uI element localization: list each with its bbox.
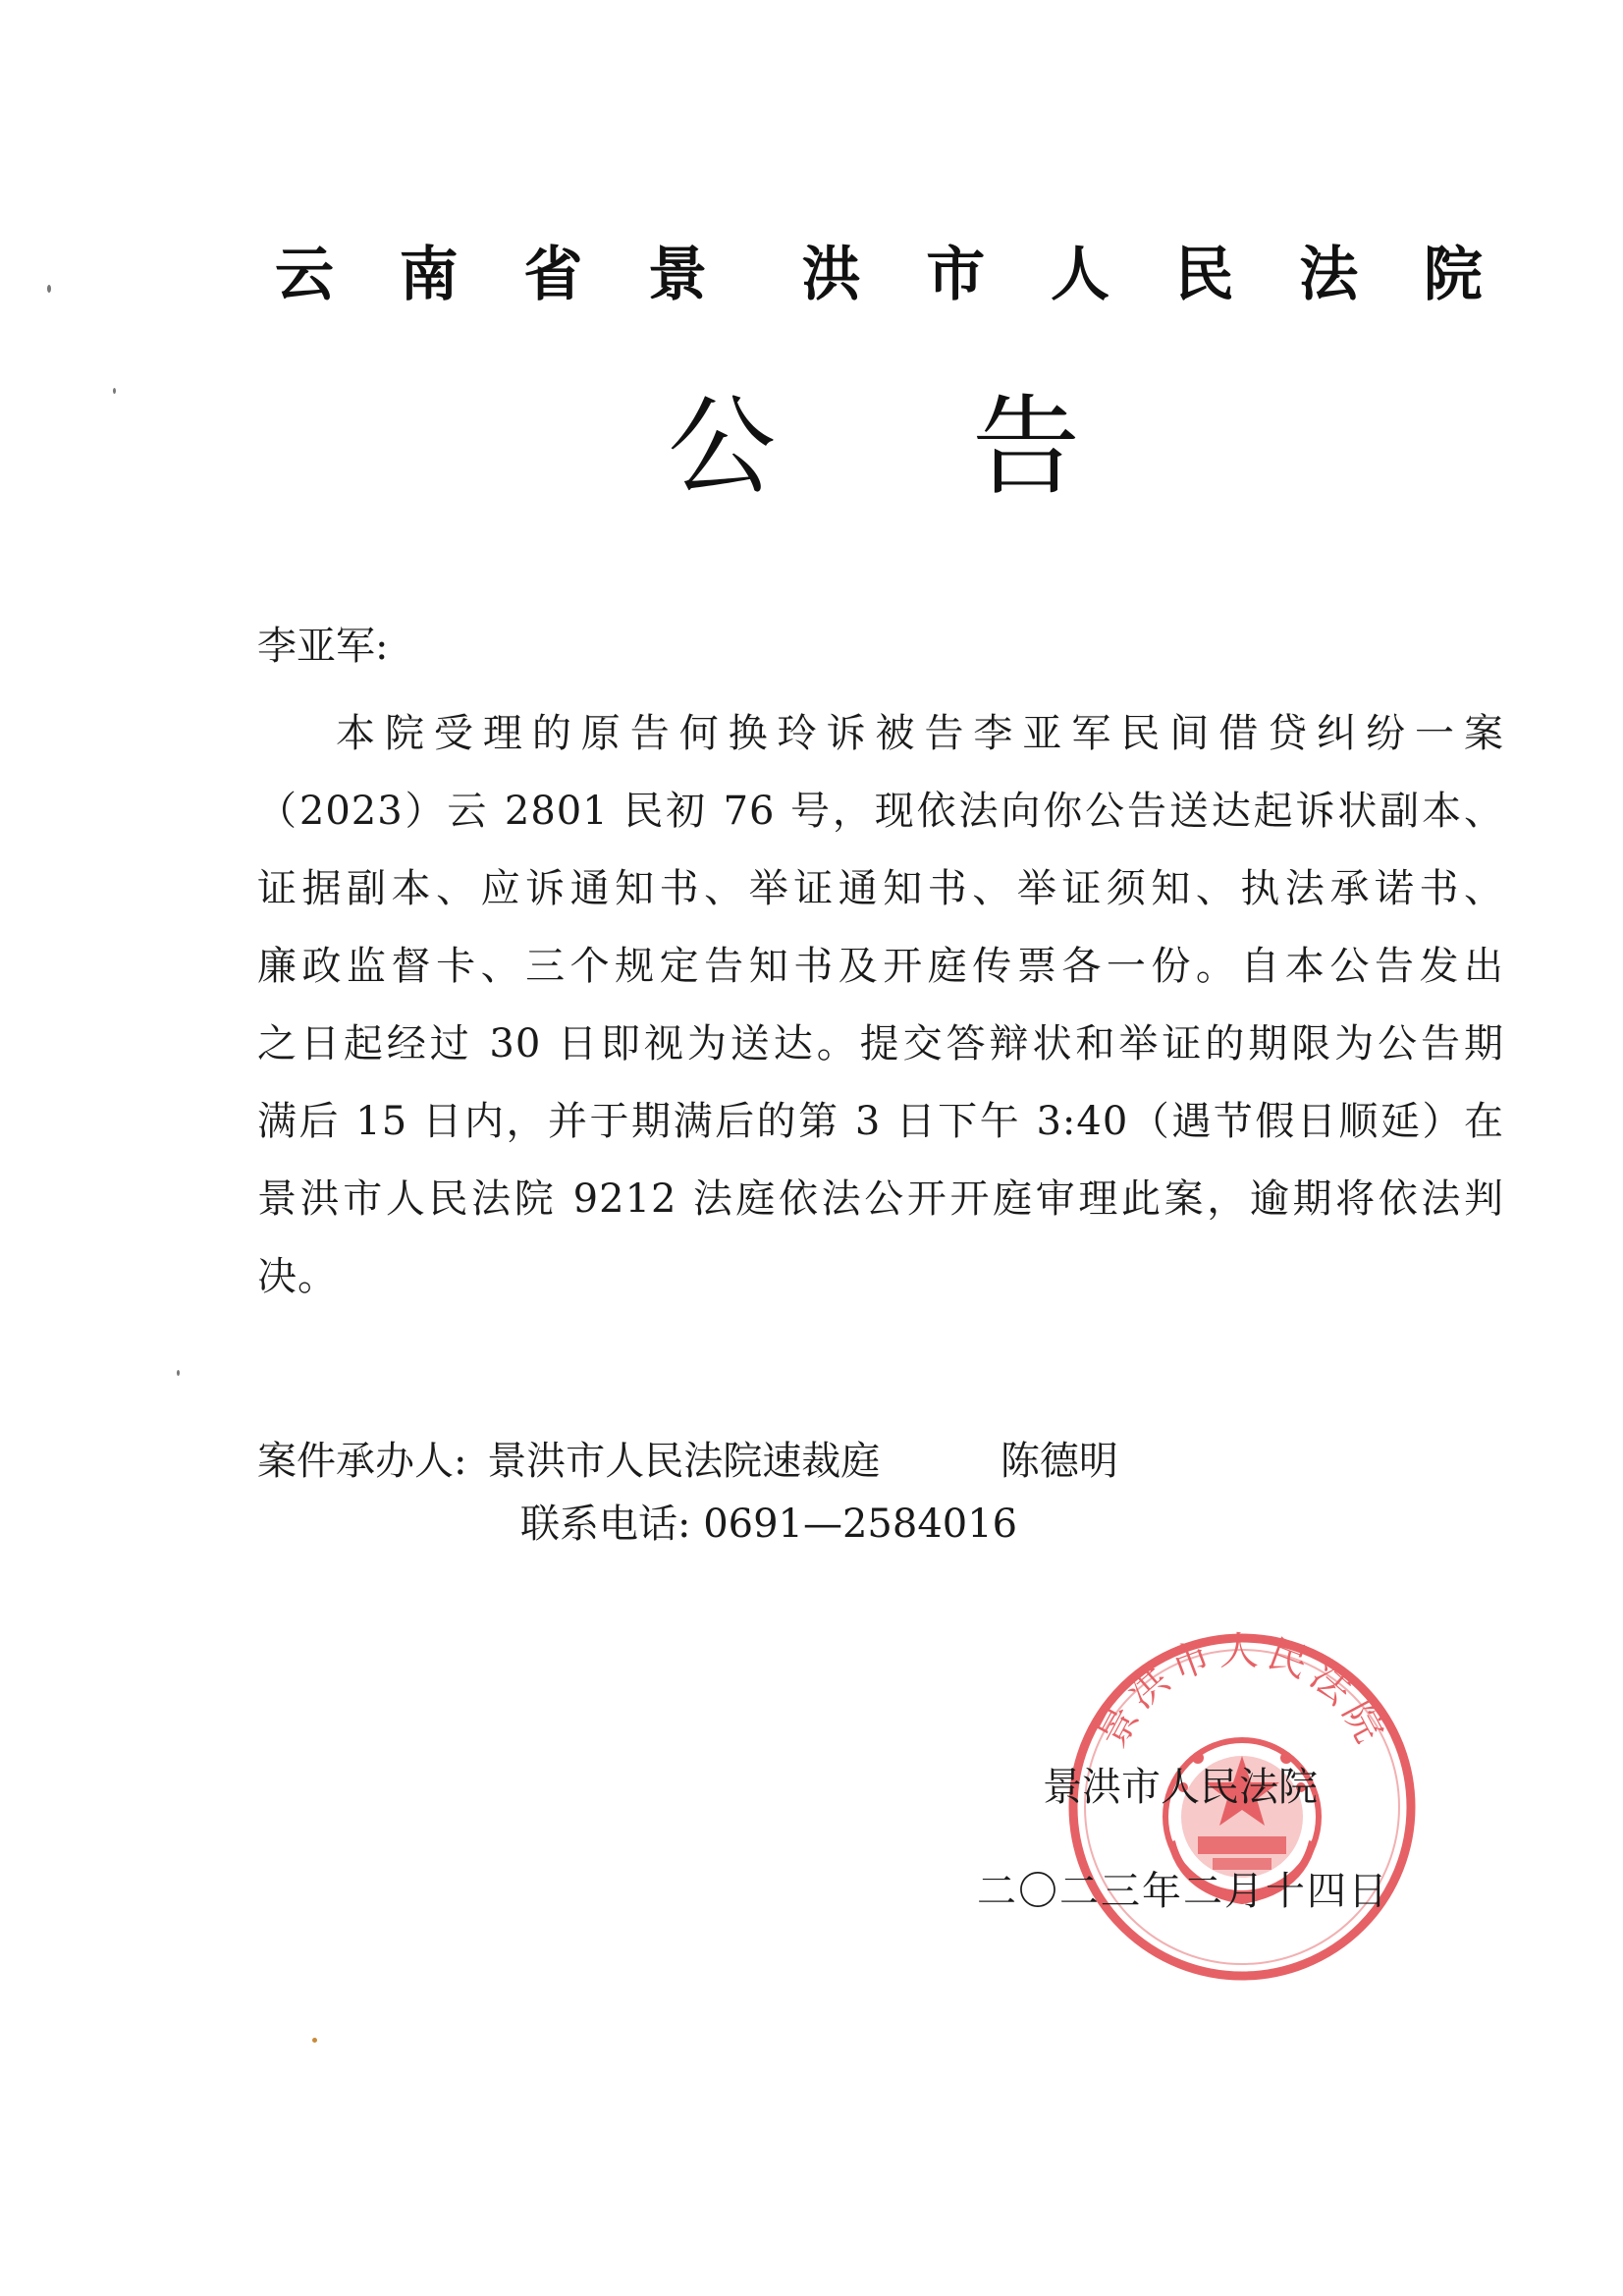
scan-speck bbox=[312, 2038, 317, 2043]
title-char: 公 bbox=[668, 384, 776, 510]
court-name-char: 市 bbox=[926, 241, 986, 309]
court-name-char: 洪 bbox=[801, 241, 861, 309]
scan-speck bbox=[177, 1370, 180, 1376]
body-line: 满后 15 日内，并于期满后的第 3 日下午 3:40（遇节假日顺延）在 bbox=[257, 1099, 1504, 1144]
contact-phone: 联系电话: 0691—2584016 bbox=[520, 1502, 1018, 1547]
signing-date: 二〇二三年二月十四日 bbox=[977, 1869, 1389, 1914]
scan-speck bbox=[113, 388, 116, 394]
svg-text:景洪市人民法院 bbox=[1090, 1630, 1395, 1755]
case-handler-department: 景洪市人民法院速裁庭 bbox=[487, 1439, 881, 1484]
scan-speck bbox=[47, 285, 51, 293]
body-line: 廉政监督卡、三个规定告知书及开庭传票各一份。自本公告发出 bbox=[257, 944, 1504, 989]
title-char: 告 bbox=[972, 384, 1080, 510]
seal-text: 景洪市人民法院 bbox=[1089, 1630, 1395, 1755]
signing-court: 景洪市人民法院 bbox=[1043, 1765, 1318, 1810]
addressee: 李亚军: bbox=[257, 624, 389, 669]
court-name-char: 景 bbox=[647, 241, 707, 309]
notice-title bbox=[668, 383, 1080, 511]
court-name-char: 云 bbox=[275, 241, 334, 309]
body-line: 景洪市人民法院 9212 法庭依法公开开庭审理此案，逾期将依法判 bbox=[257, 1176, 1504, 1222]
body-line: （2023）云 2801 民初 76 号，现依法向你公告送达起诉状副本、 bbox=[257, 789, 1504, 834]
case-handler-person: 陈德明 bbox=[1000, 1439, 1118, 1484]
notice-body bbox=[257, 695, 1504, 1316]
body-line: 之日起经过 30 日即视为送达。提交答辩状和举证的期限为公告期 bbox=[257, 1021, 1504, 1066]
court-name-char: 法 bbox=[1299, 241, 1359, 309]
body-line: 决。 bbox=[257, 1254, 338, 1299]
body-line: 证据副本、应诉通知书、举证通知书、举证须知、执法承诺书、 bbox=[257, 866, 1504, 911]
court-name-heading bbox=[275, 236, 1483, 314]
court-name-char: 民 bbox=[1174, 241, 1234, 309]
court-name-char: 院 bbox=[1423, 241, 1483, 309]
case-handler-row bbox=[257, 1432, 1118, 1491]
body-line: 本院受理的原告何换玲诉被告李亚军民间借贷纠纷一案 bbox=[336, 711, 1504, 756]
case-handler-label: 案件承办人: bbox=[257, 1439, 467, 1484]
court-name-char: 省 bbox=[523, 241, 583, 309]
court-name-char: 南 bbox=[399, 241, 459, 309]
court-name-char: 人 bbox=[1050, 241, 1109, 309]
